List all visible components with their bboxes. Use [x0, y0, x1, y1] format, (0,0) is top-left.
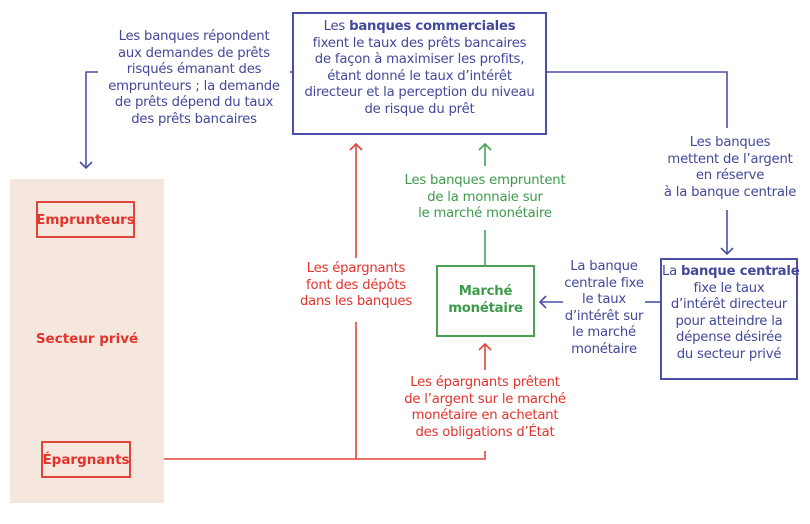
- money-market-box: [436, 265, 535, 337]
- label-line: Les banques répondent: [118, 29, 270, 44]
- central-bank-box: [660, 258, 798, 380]
- private-sector-label: Secteur privé: [35, 331, 139, 347]
- central-bank-prefix: La: [662, 264, 682, 279]
- label-line: La banque: [570, 259, 638, 274]
- borrowers-label: Emprunteurs: [36, 211, 135, 228]
- label-line: le marché monétaire: [418, 206, 552, 222]
- label-line: Les épargnants prêtent: [410, 375, 560, 390]
- central-bank-title: banque centrale: [681, 264, 800, 279]
- commercial-banks-prefix: Les: [323, 19, 350, 34]
- label-line: monétaire: [571, 341, 637, 357]
- label-line: des obligations d’État: [415, 424, 555, 440]
- money-market-line: Marché: [458, 284, 513, 300]
- banks-respond-label: [98, 29, 290, 129]
- commercial-banks-box: [292, 12, 547, 135]
- money-market-line: monétaire: [448, 301, 523, 316]
- label-line: centrale fixe: [564, 275, 644, 291]
- label-line: le taux: [582, 292, 626, 308]
- banks-reserve-label: [650, 135, 810, 201]
- label-line: dans les banques: [299, 294, 413, 310]
- label-line: emprunteurs ; la demande: [108, 78, 280, 94]
- label-line: le marché: [572, 325, 636, 341]
- label-line: risqués émanant des: [123, 62, 266, 79]
- central-bank-line: du secteur privé: [676, 346, 782, 362]
- banks-borrow-label: [390, 173, 580, 223]
- label-line: en réserve: [695, 168, 765, 184]
- label-line: de prêts dépend du taux: [114, 95, 274, 111]
- commercial-banks-title: banques commerciales: [349, 19, 516, 34]
- label-line: à la banque centrale: [663, 184, 797, 200]
- label-line: aux demandes de prêts: [118, 45, 270, 61]
- savers-lend-label: [385, 375, 585, 441]
- commercial-banks-line: de façon à maximiser les profits,: [314, 52, 525, 68]
- commercial-banks-line: étant donné le taux d’intérêt: [327, 68, 512, 84]
- label-line: mettent de l’argent: [667, 151, 793, 167]
- central-bank-line: dépense désirée: [676, 330, 782, 346]
- commercial-banks-line: directeur et la perception du niveau: [304, 85, 535, 101]
- central-bank-line: d’intérêt directeur: [670, 297, 788, 313]
- commercial-banks-line: de risque du prêt: [364, 101, 475, 117]
- central-bank-line: fixe le taux: [693, 280, 765, 296]
- label-line: font des dépôts: [306, 277, 406, 293]
- savers-box: [41, 441, 131, 478]
- label-line: Les banques empruntent: [404, 173, 566, 188]
- label-line: Les banques: [689, 135, 771, 150]
- borrowers-box: [36, 201, 135, 238]
- label-line: des prêts bancaires: [131, 111, 257, 127]
- label-line: d’intérêt sur: [564, 308, 644, 324]
- label-line: monétaire en achetant: [411, 408, 559, 424]
- label-line: Les épargnants: [306, 261, 406, 276]
- central-sets-rate-label: [560, 259, 648, 359]
- central-bank-line: pour atteindre la: [675, 313, 783, 329]
- label-line: de l’argent sur le marché: [404, 391, 566, 407]
- label-line: de la monnaie sur: [427, 189, 543, 205]
- commercial-banks-line: fixent le taux des prêts bancaires: [312, 35, 527, 51]
- savers-label: Épargnants: [42, 451, 130, 468]
- savers-deposit-label: [290, 261, 422, 311]
